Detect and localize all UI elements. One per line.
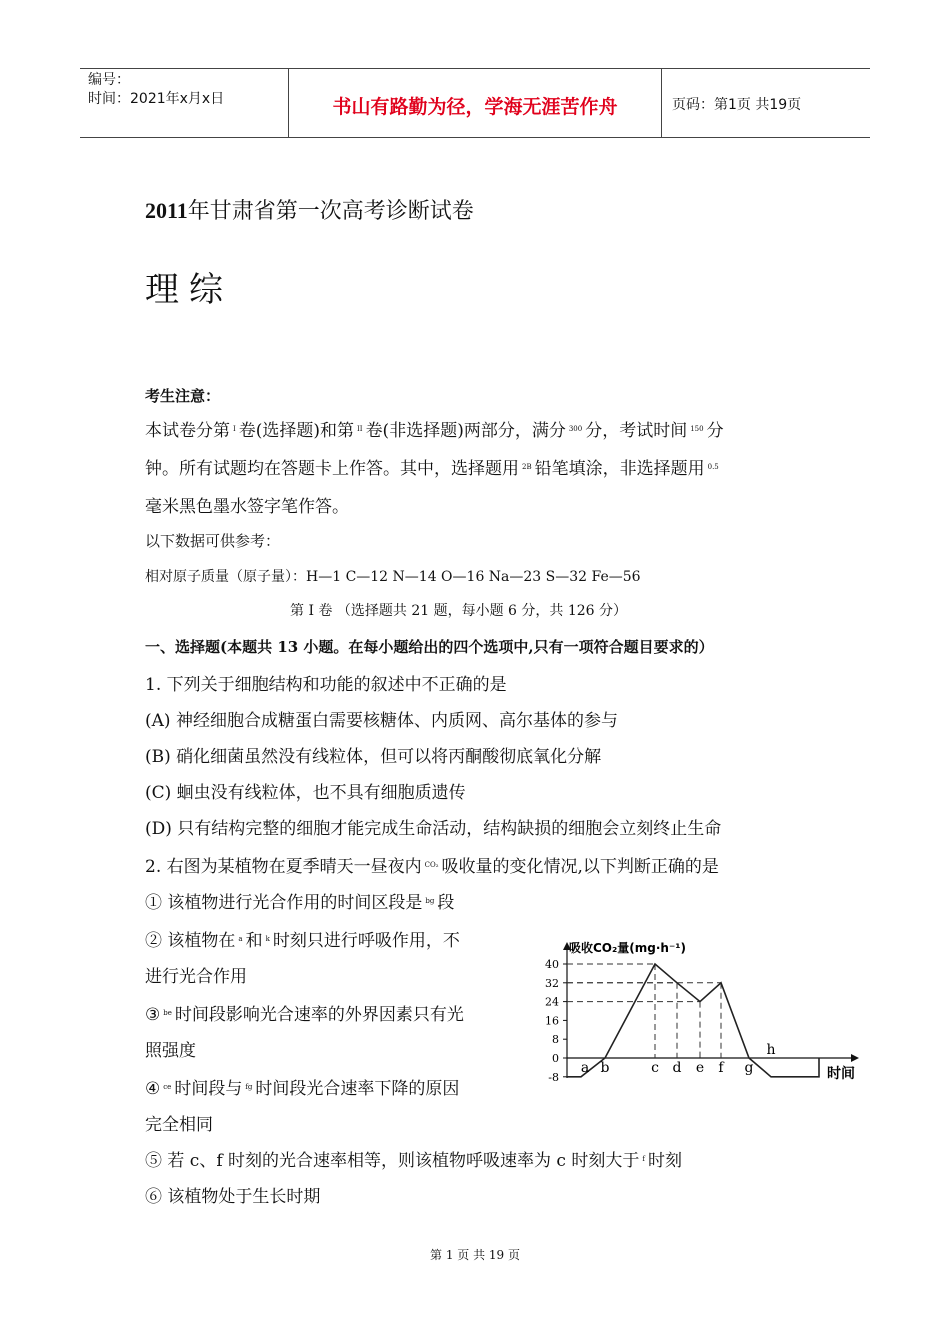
t: fg [245, 1083, 253, 1091]
t: bg [425, 897, 435, 905]
t: 时间段影响光合速率的外界因素只有光 [174, 1005, 464, 1025]
t: ⑤ 若 c、f 时刻的光合速率相等，则该植物呼吸速率为 c 时刻大于 [145, 1151, 640, 1171]
t: 卷(选择题)和第 [238, 421, 355, 441]
t: 0.5 [707, 463, 719, 471]
q2-option-3-cont: 照强度 [145, 1041, 196, 1061]
motto: 书山有路勤为径，学海无涯苦作舟 [289, 69, 662, 137]
t: f [642, 1155, 645, 1163]
t: 分，考试时间 [585, 421, 688, 441]
y-tick-label: 24 [545, 995, 559, 1009]
t: 150 [690, 425, 704, 433]
x-tick-label-d: d [672, 1060, 682, 1076]
t: 段 [437, 893, 455, 913]
q2-option-3 [145, 1000, 464, 1025]
t: 2B [522, 463, 532, 471]
q2-stem [145, 852, 719, 877]
title-year: 2011 [145, 198, 188, 223]
q2-option-5 [145, 1146, 682, 1171]
x-tick-label-g: g [744, 1060, 754, 1076]
t: II [357, 425, 363, 433]
t: 吸收量的变化情况,以下判断正确的是 [441, 857, 719, 877]
y-tick-label: 32 [545, 976, 559, 990]
t: 钟。所有试题均在答题卡上作答。其中，选择题用 [145, 459, 519, 479]
q2-option-4 [145, 1074, 459, 1099]
title-rest: 年甘肃省第一次高考诊断试卷 [187, 199, 474, 224]
page-footer: 第 1 页 共 19 页 [430, 1248, 520, 1262]
chart-xlabel: 时间 [827, 1066, 855, 1082]
section-heading: 一、选择题(本题共 13 小题。在每小题给出的四个选项中,只有一项符合题目要求的） [145, 638, 714, 656]
q1-option-b: (B) 硝化细菌虽然没有线粒体，但可以将丙酮酸彻底氧化分解 [145, 747, 602, 767]
q1-stem: 1. 下列关于细胞结构和功能的叙述中不正确的是 [145, 675, 507, 695]
number-label: 编号： [88, 72, 130, 88]
y-tick-label: 40 [545, 958, 559, 971]
t: ③ [145, 1005, 161, 1025]
t: 2. 右图为某植物在夏季晴天一昼夜内 [145, 857, 422, 877]
document-header [80, 68, 870, 138]
t: be [163, 1009, 172, 1017]
t: a [238, 935, 243, 943]
t: ① 该植物进行光合作用的时间区段是 [145, 893, 423, 913]
x-tick-label-c: c [651, 1060, 659, 1076]
x-tick-label-a: a [580, 1060, 590, 1076]
t: 本试卷分第 [145, 421, 230, 441]
q1-option-c: (C) 蛔虫没有线粒体，也不具有细胞质遗传 [145, 783, 466, 803]
t: 300 [568, 425, 583, 433]
x-axis-arrow [851, 1054, 859, 1062]
y-tick-label: -8 [548, 1070, 559, 1084]
time-label: 时间：2021年x月x日 [88, 91, 225, 107]
x-tick-label-h: h [766, 1042, 776, 1058]
t: ② 该植物在 [145, 931, 236, 951]
y-tick-label: 16 [545, 1014, 559, 1028]
q2-option-2-cont: 进行光合作用 [145, 967, 247, 987]
t: 时刻只进行呼吸作用，不 [272, 931, 460, 951]
q1-option-d: (D) 只有结构完整的细胞才能完成生命活动，结构缺损的细胞会立刻终止生命 [145, 819, 722, 839]
t: 时间段与 [174, 1079, 243, 1099]
page-info: 页码：第1页 共19页 [672, 97, 802, 113]
q2-option-4-cont: 完全相同 [145, 1115, 213, 1135]
y-tick-label: 0 [552, 1052, 559, 1065]
t: 和 [245, 931, 263, 951]
t: ④ [145, 1079, 161, 1099]
notice-heading: 考生注意： [145, 387, 221, 405]
t: k [265, 935, 270, 943]
y-ticks [545, 958, 567, 1084]
t: 时刻 [647, 1151, 682, 1171]
exam-title [145, 194, 474, 225]
atomic-mass: 相对原子质量（原子量）：H—1 C—12 N—14 O—16 Na—23 S—32 Fe—56 [145, 569, 641, 585]
t: 时间段光合速率下降的原因 [255, 1079, 460, 1099]
x-tick-label-e: e [695, 1060, 705, 1076]
q2-option-1 [145, 888, 454, 913]
y-tick-label: 8 [552, 1033, 559, 1047]
q1-option-a: (A) 神经细胞合成糖蛋白需要核糖体、内质网、高尔基体的参与 [145, 711, 618, 731]
q2-option-6: ⑥ 该植物处于生长时期 [145, 1187, 321, 1207]
x-tick-label-b: b [600, 1060, 610, 1076]
t: 铅笔填涂，非选择题用 [534, 459, 705, 479]
notice-line-3: 毫米黑色墨水签字笔作答。 [145, 497, 349, 517]
x-tick-label-f: f [718, 1060, 724, 1076]
subject-title: 理综 [145, 270, 233, 310]
t: CO₂ [424, 861, 439, 869]
t: ce [163, 1083, 172, 1091]
co2-absorption-chart [535, 930, 865, 1090]
t: I [233, 425, 236, 433]
t: 分 [706, 421, 724, 441]
q2-option-2 [145, 926, 460, 951]
volume-one-heading: 第 I 卷 （选择题共 21 题，每小题 6 分，共 126 分） [290, 603, 628, 619]
t: 卷(非选择题)两部分，满分 [365, 421, 566, 441]
header-meta [80, 69, 289, 137]
guide-lines [567, 964, 721, 1058]
reference-heading: 以下数据可供参考： [145, 532, 281, 550]
chart-ylabel: 吸收CO₂量(mg·h⁻¹) [569, 941, 687, 955]
notice-line-2 [145, 454, 722, 479]
notice-line-1 [145, 416, 724, 441]
